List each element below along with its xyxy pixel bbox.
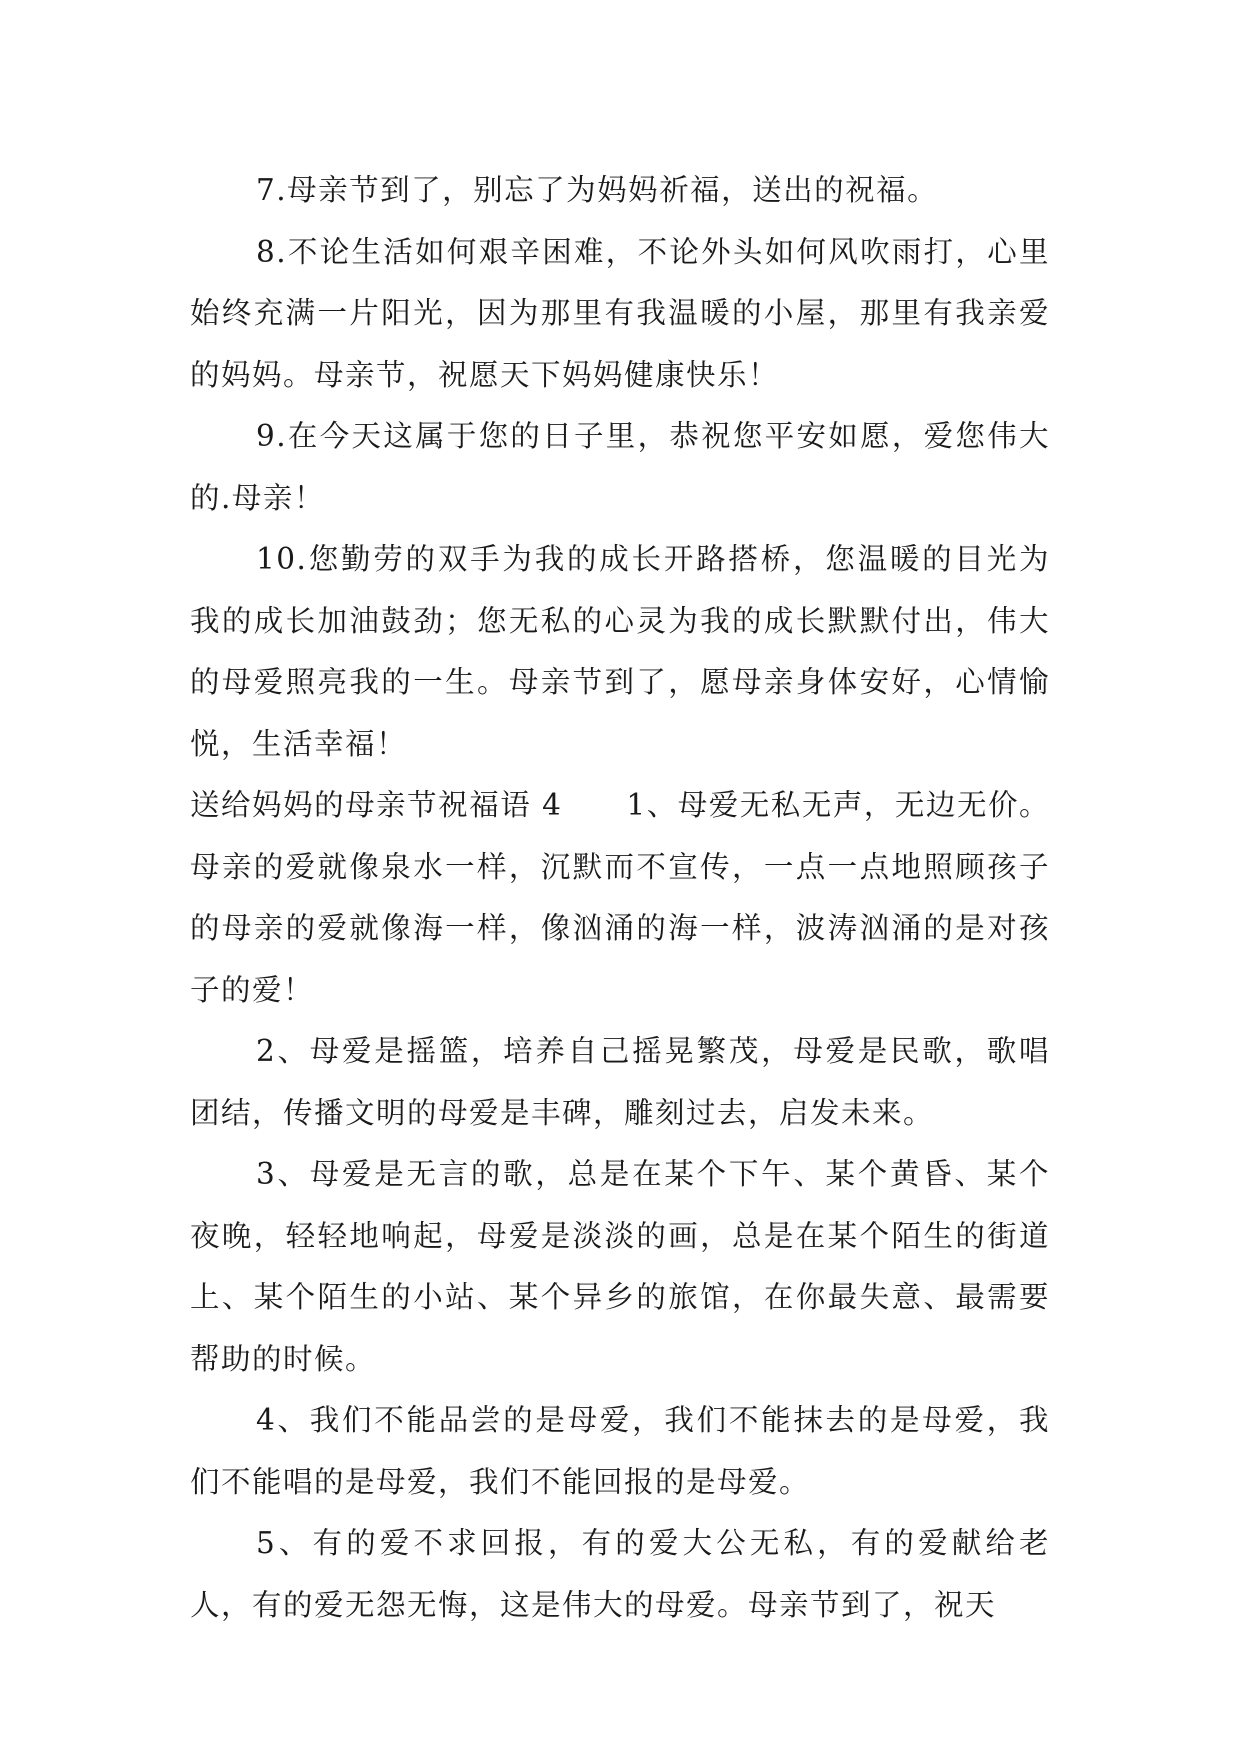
document-body [190,160,1050,1636]
paragraph-10: 10.您勤劳的双手为我的成长开路搭桥，您温暖的目光为我的成长加油鼓劲；您无私的心灵为我的成长默默付出，伟大的母爱照亮我的一生。母亲节到了，愿母亲身体安好，心情愉悦，生活幸福！ [190,542,1050,761]
section-item-5: 5、有的爱不求回报，有的爱大公无私，有的爱献给老人，有的爱无怨无悔，这是伟大的母爱。母亲节到了，祝天 [190,1526,1050,1622]
section-item-2: 2、母爱是摇篮，培养自己摇晃繁茂，母爱是民歌，歌唱团结，传播文明的母爱是丰碑，雕刻过去，启发未来。 [190,1034,1050,1130]
paragraph-8: 8.不论生活如何艰辛困难，不论外头如何风吹雨打，心里始终充满一片阳光，因为那里有我温暖的小屋，那里有我亲爱的妈妈。母亲节，祝愿天下妈妈健康快乐！ [190,234,1050,392]
paragraph-9: 9.在今天这属于您的日子里，恭祝您平安如愿，爱您伟大的.母亲！ [190,419,1050,515]
section-title: 送给妈妈的母亲节祝福语 4 [190,788,563,822]
section-item-3: 3、母爱是无言的歌，总是在某个下午、某个黄昏、某个夜晚，轻轻地响起，母爱是淡淡的画，总是在某个陌生的街道上、某个陌生的小站、某个异乡的旅馆，在你最失意、最需要帮助的时候。 [190,1157,1050,1376]
section-item-1: 1、母爱无私无声，无边无价。母亲的爱就像泉水一样，沉默而不宣传，一点一点地照顾孩子的母亲的爱就像海一样，像汹涌的海一样，波涛汹涌的是对孩子的爱！ [190,788,1050,1007]
section-item-4: 4、我们不能品尝的是母爱，我们不能抹去的是母爱，我们不能唱的是母爱，我们不能回报的是母爱。 [190,1403,1050,1499]
paragraph-7: 7.母亲节到了，别忘了为妈妈祈福，送出的祝福。 [256,173,939,207]
section-heading-paragraph [190,775,1050,1021]
